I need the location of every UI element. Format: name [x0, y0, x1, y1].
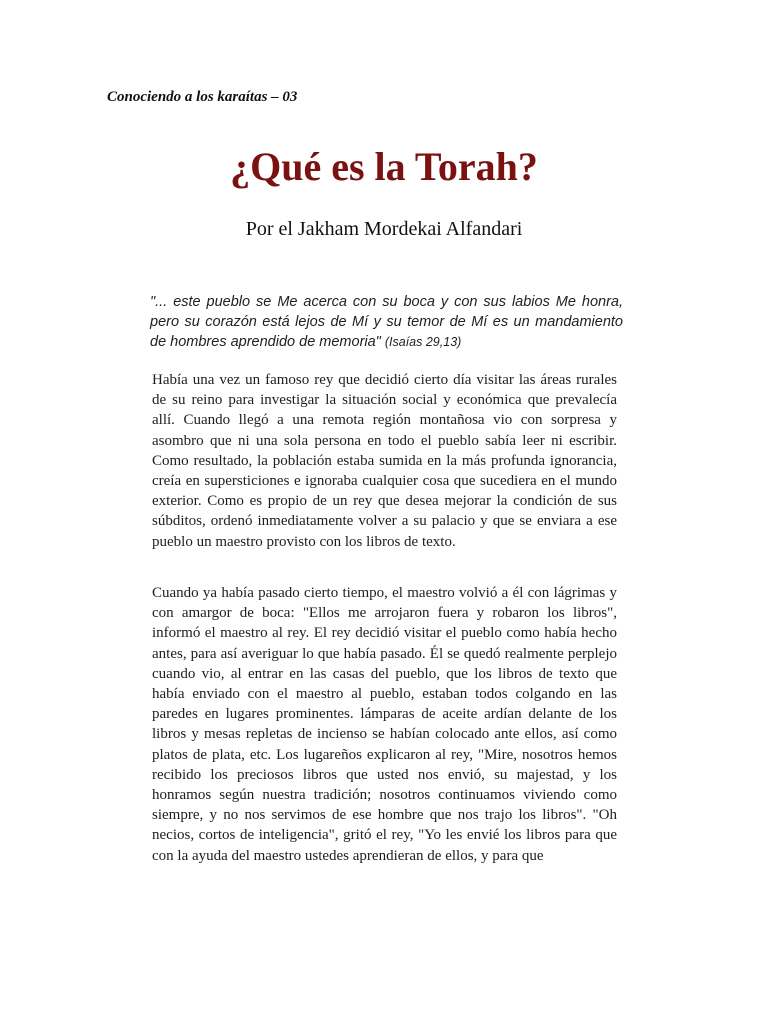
body-paragraph-1: Había una vez un famoso rey que decidió cierto día visitar las áreas rurales de su reino para investigar la situación social y económica que prevalecía allí. Cuando llegó a una remota región montañosa vio con sorpresa y asombro que ni una sola persona en todo el pueblo sabía leer ni escribir. Como resultado, la población estaba sumida en la más profunda ignorancia, creía en supersticiones e ignoraba cualquier cosa que sucediera en el mundo exterior. Como es propio de un rey que desea mejorar la condición de sus súbditos, ordenó inmediatamente volver a su palacio y que se enviara a ese pueblo un maestro provisto con los libros de texto.	[152, 372, 617, 550]
series-heading: Conociendo a los karaítas – 03	[107, 89, 298, 105]
epigraph-text: "... este pueblo se Me acerca con su boca y con sus labios Me honra, pero su corazón está lejos de Mí y su temor de Mí es un mandamiento de hombres aprendido de memoria"	[150, 294, 623, 350]
epigraph-reference: (Isaías 29,13)	[384, 335, 462, 349]
article-author: Por el Jakham Mordekai Alfandari	[245, 218, 523, 240]
article-title: ¿Qué es la Torah?	[230, 144, 538, 189]
epigraph-quote	[150, 292, 623, 352]
body-paragraph-2: Cuando ya había pasado cierto tiempo, el maestro volvió a él con lágrimas y con amargor de boca: "Ellos me arrojaron fuera y robaron los libros", informó el maestro al rey. El rey decidió visitar el pueblo como había hecho antes, para así averiguar lo que había pasado. Él se quedó realmente perplejo cuando vio, al entrar en las casas del pueblo, que los libros de texto que había enviado con el maestro al pueblo, estaban todos colgando en las paredes en lugares prominentes. lámparas de aceite ardían delante de los libros y mesas repletas de incienso se habían colocado ante ellos, así como platos de plata, etc. Los lugareños explicaron al rey, "Mire, nosotros hemos recibido los preciosos libros que usted nos envió, su majestad, y los honramos según nuestra tradición; nosotros continuamos viviendo como siempre, y no nos servimos de ese hombre que nos trajo los libros". "Oh necios, cortos de inteligencia", gritó el rey, "Yo les envié los libros para que con la ayuda del maestro ustedes aprendieran de ellos, y para que	[152, 585, 617, 864]
